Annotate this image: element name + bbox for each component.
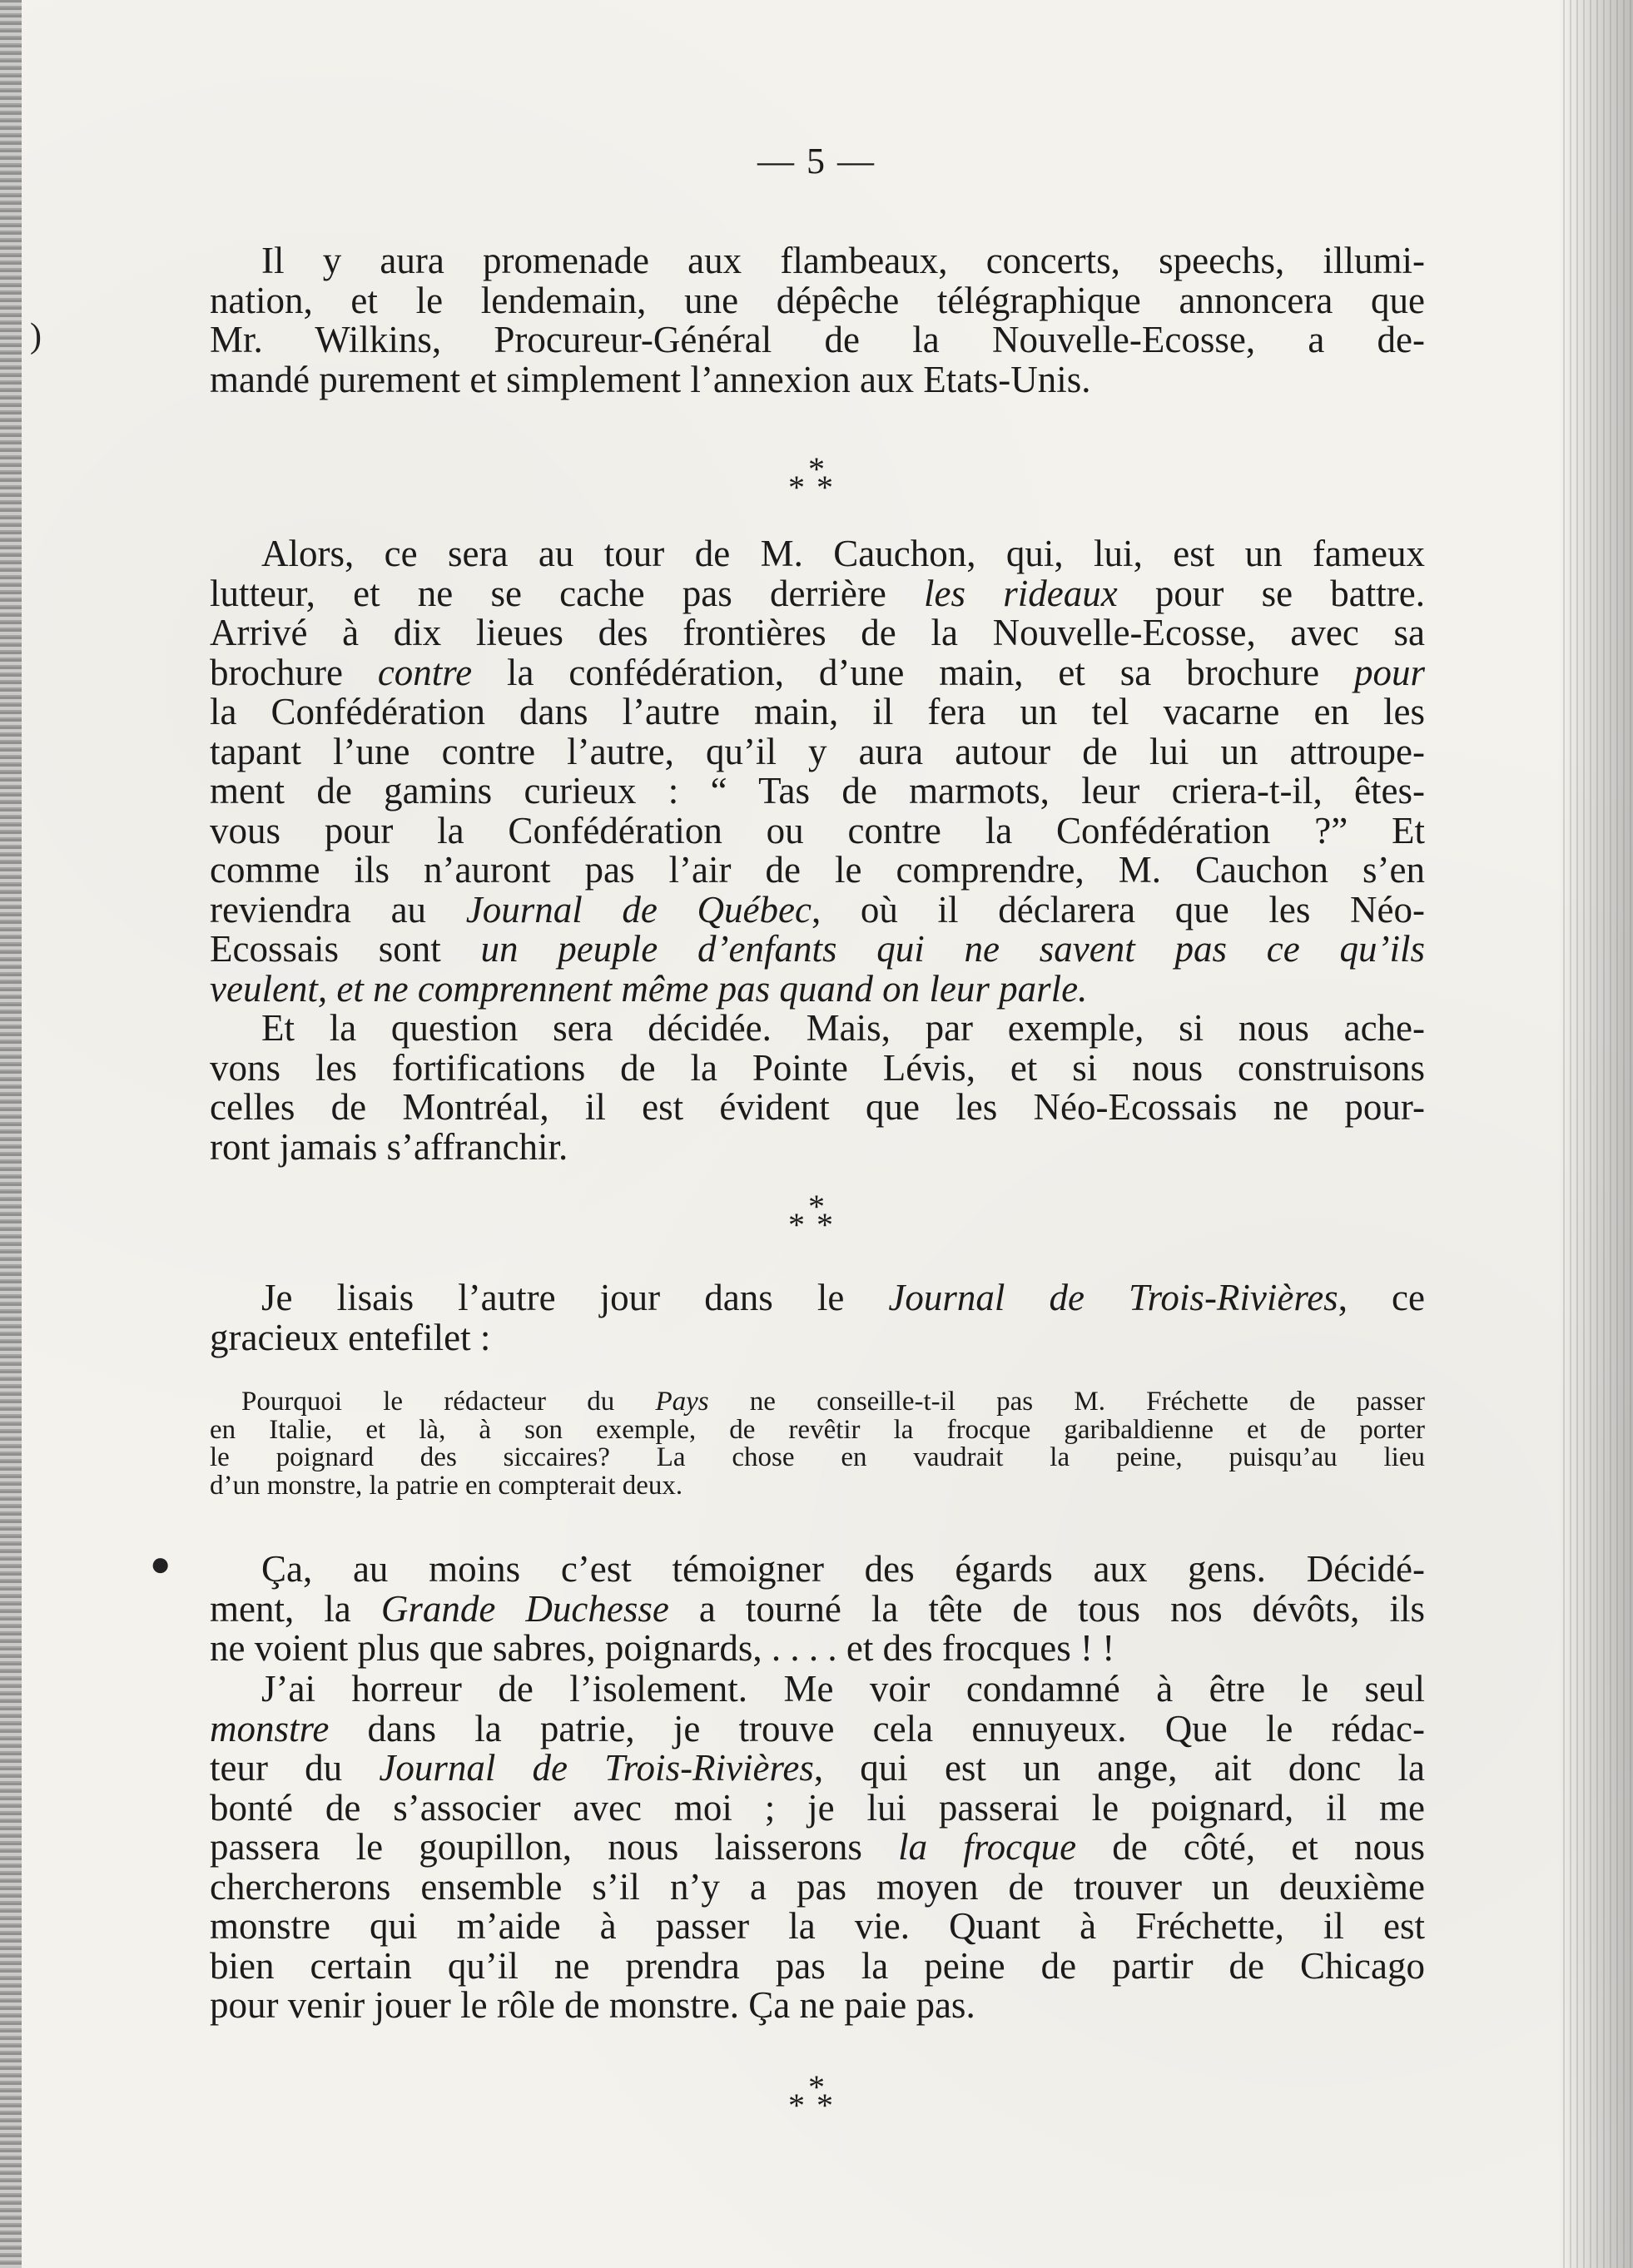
paragraph-3 bbox=[210, 1009, 1425, 1167]
separator-asterisks: ** bbox=[788, 2087, 845, 2124]
text-line: Arrivé à dix lieues des frontières de la Nouvelle-Ecosse, avec sa bbox=[210, 612, 1425, 653]
page-binding-edge bbox=[0, 0, 22, 2268]
text-line: tapant l’une contre l’autre, qu’il y aura autour de lui un attroupe- bbox=[210, 730, 1425, 772]
paragraph-6 bbox=[210, 1670, 1425, 2026]
separator-asterisks: ** bbox=[788, 1206, 845, 1243]
section-separator bbox=[0, 450, 1633, 506]
text-line: vons les fortifications de la Pointe Lévis, et si nous construisons bbox=[210, 1046, 1425, 1089]
text-line: ment, la Grande Duchesse a tourné la tête de tous nos dévôts, ils bbox=[210, 1587, 1425, 1630]
text-line: passera le goupillon, nous laisserons la frocque de côté, et nous bbox=[210, 1826, 1425, 1868]
text-line: Il y aura promenade aux flambeaux, concerts, speechs, illumi- bbox=[261, 240, 1425, 281]
text-line: nation, et le lendemain, une dépêche télégraphique annoncera que bbox=[210, 279, 1425, 321]
paragraph-1 bbox=[210, 241, 1425, 400]
text-line: mandé purement et simplement l’annexion aux Etats-Unis. bbox=[210, 358, 1091, 400]
text-line: Mr. Wilkins, Procureur-Général de la Nouvelle-Ecosse, a de- bbox=[210, 319, 1425, 360]
text-line: ront jamais s’affranchir. bbox=[210, 1125, 568, 1168]
separator-asterisk: * bbox=[808, 2068, 825, 2106]
section-separator bbox=[0, 2068, 1633, 2124]
text-line: ne voient plus que sabres, poignards, . . . . et des frocques ! ! bbox=[210, 1627, 1115, 1669]
text-line: teur du Journal de Trois-Rivières, qui est un ange, ait donc la bbox=[210, 1747, 1425, 1789]
separator-asterisk: * bbox=[808, 450, 825, 488]
text-line: pour venir jouer le rôle de monstre. Ça ne paie pas. bbox=[210, 1984, 975, 2026]
text-line: bien certain qu’il ne prendra pas la peine de partir de Chicago bbox=[210, 1944, 1425, 1987]
text-line: la Confédération dans l’autre main, il fera un tel vacarne en les bbox=[210, 691, 1425, 732]
page-number: — 5 — bbox=[757, 141, 876, 181]
text-line: vous pour la Confédération ou contre la Confédération ?” Et bbox=[210, 809, 1425, 851]
margin-mark: ) bbox=[30, 317, 42, 355]
text-line: brochure contre la confédération, d’une main, et sa brochure pour bbox=[210, 651, 1425, 693]
text-line: comme ils n’auront pas l’air de le comprendre, M. Cauchon s’en bbox=[210, 849, 1425, 891]
text-line: Ecossais sont un peuple d’enfants qui ne savent pas ce qu’ils bbox=[210, 928, 1425, 970]
text-line: chercherons ensemble s’il n’y a pas moyen de trouver un deuxième bbox=[210, 1865, 1425, 1908]
section-separator bbox=[0, 1190, 1633, 1242]
page-right-edge bbox=[1558, 0, 1633, 2268]
text-line: Je lisais l’autre jour dans le Journal de Trois-Rivières, ce bbox=[261, 1277, 1425, 1318]
separator-asterisk: * bbox=[808, 1188, 825, 1225]
text-line: J’ai horreur de l’isolement. Me voir condamné à être le seul bbox=[261, 1668, 1425, 1710]
quoted-excerpt bbox=[210, 1388, 1425, 1500]
text-line: lutteur, et ne se cache pas derrière les rideaux pour se battre. bbox=[210, 572, 1425, 614]
paragraph-5 bbox=[210, 1550, 1425, 1669]
text-line: d’un monstre, la patrie en compterait deux. bbox=[210, 1470, 683, 1501]
margin-mark: ● bbox=[150, 1546, 171, 1584]
paragraph-4 bbox=[210, 1278, 1425, 1357]
text-line: gracieux entefilet : bbox=[210, 1316, 491, 1358]
text-line: ment de gamins curieux : “ Tas de marmots, leur criera-t-il, êtes- bbox=[210, 770, 1425, 811]
paragraph-2 bbox=[210, 534, 1425, 1009]
text-line: Alors, ce sera au tour de M. Cauchon, qui, lui, est un fameux bbox=[261, 533, 1425, 574]
text-line: en Italie, et là, à son exemple, de revêtir la frocque garibaldienne et de porter bbox=[210, 1414, 1425, 1445]
text-line: reviendra au Journal de Québec, où il déclarera que les Néo- bbox=[210, 888, 1425, 931]
separator-asterisks: ** bbox=[788, 469, 845, 506]
text-line: le poignard des siccaires? La chose en vaudrait la peine, puisqu’au lieu bbox=[210, 1442, 1425, 1472]
text-line: Et la question sera décidée. Mais, par exemple, si nous ache- bbox=[261, 1007, 1425, 1049]
text-line: Ça, au moins c’est témoigner des égards aux gens. Décidé- bbox=[261, 1548, 1425, 1590]
text-line: bonté de s’associer avec moi ; je lui passerai le poignard, il me bbox=[210, 1786, 1425, 1829]
text-line: monstre dans la patrie, je trouve cela ennuyeux. Que le rédac- bbox=[210, 1707, 1425, 1749]
text-line: Pourquoi le rédacteur du Pays ne conseille-t-il pas M. Fréchette de passer bbox=[241, 1387, 1425, 1417]
text-line: veulent, et ne comprennent même pas quand on leur parle. bbox=[210, 967, 1088, 1010]
text-line: monstre qui m’aide à passer la vie. Quant à Fréchette, il est bbox=[210, 1905, 1425, 1947]
text-line: celles de Montréal, il est évident que les Néo-Ecossais ne pour- bbox=[210, 1086, 1425, 1128]
